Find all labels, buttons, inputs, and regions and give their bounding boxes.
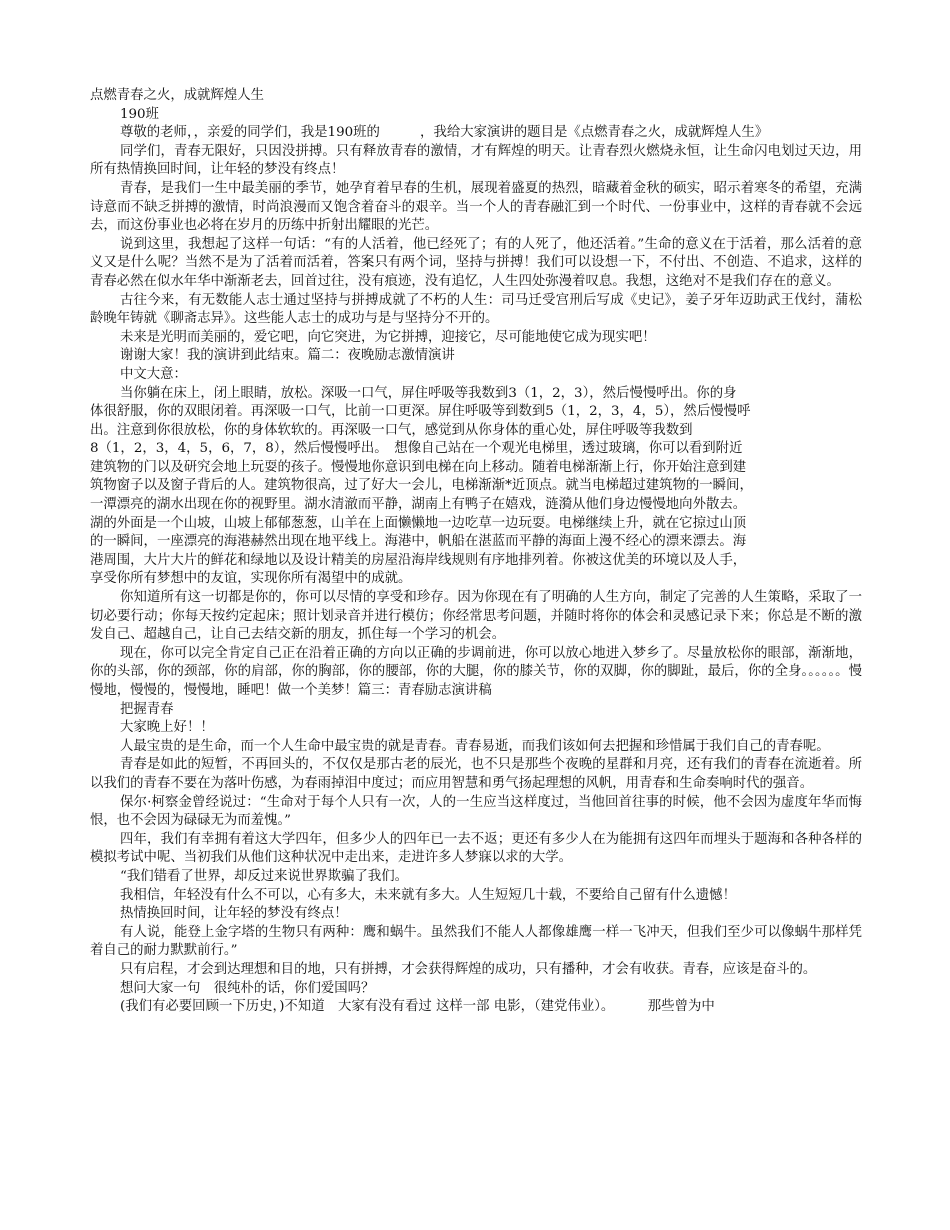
document-page <box>90 87 862 1017</box>
paragraph: 我相信，年轻没有什么不可以，心有多大，未来就有多大。人生短短几十载，不要给自己留有什么遗憾！ <box>120 887 736 903</box>
paragraph: 谢谢大家！我的演讲到此结束。篇二：夜晚励志激情演讲 <box>120 348 455 364</box>
document-title: 点燃青春之火，成就辉煌人生 <box>90 88 265 103</box>
paragraph: 中文大意： <box>120 366 187 382</box>
relax-line: 一潭漂亮的湖水出现在你的视野里。湖水清澈而平静，湖南上有鸭子在嬉戏，涟漪从他们身边慢慢地向外散去。 <box>90 497 747 513</box>
paragraph: 古往今来，有无数能人志士通过坚持与拼搏成就了不朽的人生：司马迁受宫刑后写成《史记》，姜子牙年迈助武王伐纣，蒲松龄晚年铸就《聊斋志异》。这些能人志士的成功与是与坚持分不开的。 <box>90 292 862 327</box>
paragraph: 热情换回时间，让年轻的梦没有终点！ <box>120 906 348 922</box>
paragraph: (我们有必要回顾一下历史，)不知道 大家有没有看过 这样一部 电影，（建党伟业）。 那些曾为中 <box>120 999 715 1015</box>
relax-line: 建筑物的门以及研究会地上玩耍的孩子。慢慢地你意识到电梯在向上移动。随着电梯渐渐上行，你开始注意到建 <box>90 459 747 475</box>
relax-line: 当你躺在床上，闭上眼睛，放松。深吸一口气，屏住呼吸等我数到3（1，2，3），然后慢慢呼出。你的身 <box>120 385 737 401</box>
paragraph: 尊敬的老师，，亲爱的同学们，我是190班的 ，我给大家演讲的题目是《点燃青春之火，成就辉煌人生》 <box>120 125 769 141</box>
paragraph: 有人说，能登上金字塔的生物只有两种：鹰和蜗牛。虽然我们不能人人都像雄鹰一样一飞冲天，但我们至少可以像蜗牛那样凭着自己的耐力默默前行。” <box>90 924 862 959</box>
relax-line: 湖的外面是一个山坡，山坡上郁郁葱葱，山羊在上面懒懒地一边吃草一边玩耍。电梯继续上升，就在它掠过山顶 <box>90 515 747 531</box>
greeting: 大家晚上好！！ <box>120 720 214 736</box>
paragraph: 人最宝贵的是生命，而一个人生命中最宝贵的就是青春。青春易逝，而我们该如何去把握和珍惜属于我们自己的青春呢。 <box>120 738 830 754</box>
paragraph: 想问大家一句 很纯朴的话，你们爱国吗？ <box>120 980 375 996</box>
relax-line: 出。注意到你很放松，你的身体软软的。再深吸一口气，感觉到从你身体的重心处，屏住呼吸等我数到 <box>90 422 693 438</box>
paragraph: 说到这里，我想起了这样一句话：“有的人活着，他已经死了；有的人死了，他还活着。”生命的意义在于活着，那么活着的意义又是什么呢？当然不是为了活着而活着，答案只有两个词，坚持与拼搏！我们可以设想一下，不付出、不创造、不追求，这样的青春必然在似水年华中渐渐老去，回首过往，没有痕迹，没有追忆，人生四处弥漫着叹息。我想，这绝对不是我们存在的意义。 <box>90 236 862 289</box>
section-title: 把握青春 <box>120 701 174 717</box>
relax-line: 8（1，2，3，4，5，6，7，8），然后慢慢呼出。 想像自己站在一个观光电梯里，透过玻璃，你可以看到附近 <box>90 441 743 457</box>
paragraph: “我们错看了世界，却反过来说世界欺骗了我们。 <box>120 868 409 884</box>
paragraph: 青春，是我们一生中最美丽的季节，她孕育着早春的生机，展现着盛夏的热烈，暗藏着金秋的硕实，昭示着寒冬的希望，充满诗意而不缺乏拼搏的激情，时尚浪漫而又饱含着奋斗的艰辛。当一个人的青春融汇到一个时代、一份事业中，这样的青春就不会远去，而这份事业也必将在岁月的历练中折射出耀眼的光芒。 <box>90 180 862 234</box>
relax-line: 享受你所有梦想中的友谊，实现你所有渴望中的成就。 <box>90 571 412 587</box>
paragraph: 青春是如此的短暂，不再回头的，不仅仅是那古老的辰光，也不只是那些个夜晚的星群和月亮，还有我们的青春在流逝着。所以我们的青春不要在为落叶伤感，为春雨掉泪中度过；而应用智慧和勇气扬起理想的风帆，用青春和生命奏响时代的强音。 <box>90 757 862 791</box>
paragraph: 你知道所有这一切都是你的，你可以尽情的享受和珍存。因为你现在有了明确的人生方向，制定了完善的人生策略，采取了一切必要行动；你每天按约定起床；照计划录音并进行模仿；你经常思考问题，并随时将你的体会和灵感记录下来；你总是不断的激发自己、超越自己，让自己去结交新的朋友，抓住每一个学习的机会。 <box>90 590 862 643</box>
class-label: 190班 <box>120 106 159 122</box>
paragraph: 同学们，青春无限好，只因没拼搏。只有释放青春的激情，才有辉煌的明天。让青春烈火燃烧永恒，让生命闪电划过天边，用所有热情换回时间，让年轻的梦没有终点！ <box>90 143 862 178</box>
relax-line: 的一瞬间，一座漂亮的海港赫然出现在地平线上。海港中，帆船在湛蓝而平静的海面上漫不经心的漂来漂去。海 <box>90 534 747 550</box>
relax-line: 港周围，大片大片的鲜花和绿地以及设计精美的房屋沿海岸线规则有序地排列着。你被这优美的环境以及人手， <box>90 552 747 568</box>
paragraph: 现在，你可以完全肯定自己正在沿着正确的方向以正确的步调前进，你可以放心地进入梦乡了。尽量放松你的眼部，渐渐地，你的头部，你的颈部，你的肩部，你的胸部，你的腰部，你的大腿，你的膝关节，你的双脚，你的脚趾，最后，你的全身。。。。。。慢慢地，慢慢的，慢慢地，睡吧！做一个美梦！篇三：青春励志演讲稿 <box>90 645 862 698</box>
relax-line: 体很舒服，你的双眼闭着。再深吸一口气，比前一口更深。屏住呼吸等到数到5（1，2，3，4，5），然后慢慢呼 <box>90 404 751 420</box>
paragraph: 只有启程，才会到达理想和目的地，只有拼搏，才会获得辉煌的成功，只有播种，才会有收获。青春，应该是奋斗的。 <box>120 961 817 977</box>
paragraph: 未来是光明而美丽的，爱它吧，向它突进，为它拼搏，迎接它，尽可能地使它成为现实吧！ <box>120 329 656 345</box>
paragraph: 四年，我们有幸拥有着这大学四年，但多少人的四年已一去不返；更还有多少人在为能拥有这四年而埋头于题海和各种各样的模拟考试中呢、当初我们从他们这种状况中走出来，走进许多人梦寐以求的大学。 <box>90 831 862 866</box>
relax-line: 筑物窗子以及窗子背后的人。建筑物很高，过了好大一会儿，电梯渐渐*近顶点。就当电梯超过建筑物的一瞬间， <box>90 478 753 494</box>
paragraph: 保尔·柯察金曾经说过：“生命对于每个人只有一次，人的一生应当这样度过，当他回首往事的时候，他不会因为虚度年华而悔恨，也不会因为碌碌无为而羞愧。” <box>90 794 862 829</box>
